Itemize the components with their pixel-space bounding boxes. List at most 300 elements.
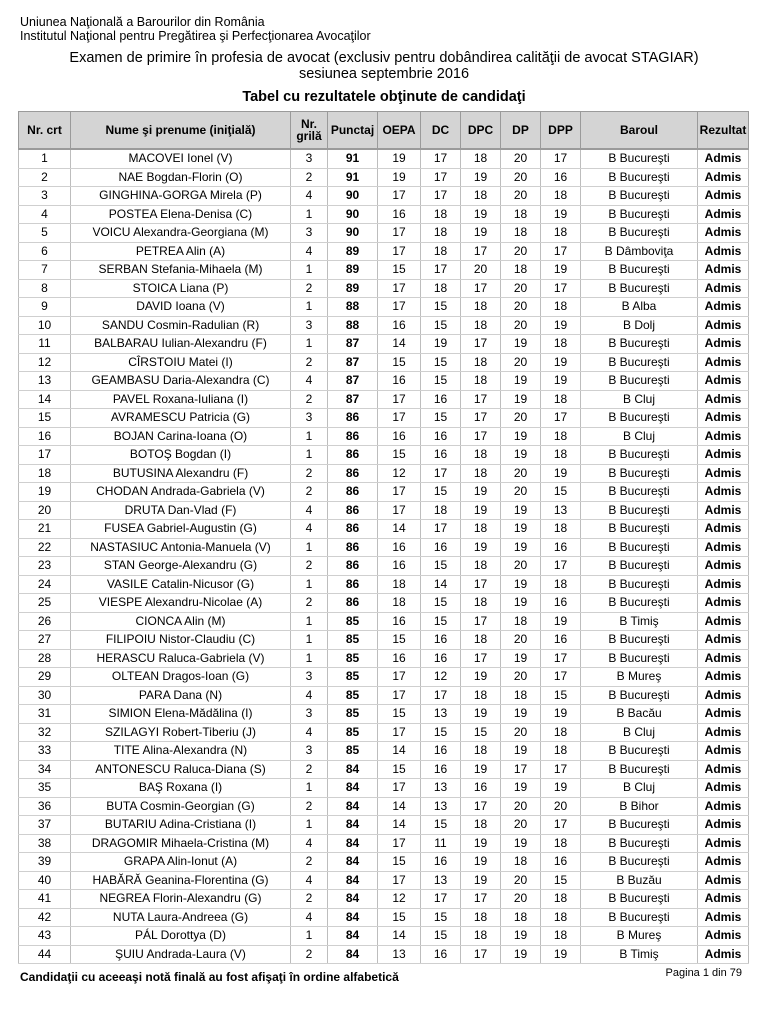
table-cell: 85 [328,742,378,761]
table-cell: 16 [378,612,421,631]
table-cell: 17 [541,760,581,779]
table-cell: 16 [421,945,461,964]
table-cell: Admis [698,168,749,187]
table-cell: GINGHINA-GORGA Mirela (P) [71,187,291,206]
table-cell: 14 [378,797,421,816]
table-cell: 19 [501,575,541,594]
table-cell: Admis [698,538,749,557]
table-cell: 17 [541,557,581,576]
table-row [19,409,749,428]
table-cell: 18 [541,575,581,594]
table-cell: 15 [541,871,581,890]
table-cell: 1 [291,649,328,668]
table-cell: 86 [328,538,378,557]
table-cell: 16 [378,372,421,391]
table-cell: 18 [461,187,501,206]
table-cell: 11 [19,335,71,354]
table-row [19,261,749,280]
table-cell: 16 [378,205,421,224]
table-row [19,816,749,835]
table-cell: 17 [378,187,421,206]
table-cell: 17 [378,779,421,798]
table-cell: Admis [698,594,749,613]
table-cell: 17 [461,409,501,428]
table-cell: 2 [291,797,328,816]
table-cell: 19 [501,538,541,557]
table-cell: 20 [501,298,541,317]
table-row [19,501,749,520]
table-cell: B Mureş [581,927,698,946]
page-number: Pagina 1 din 79 [665,967,742,979]
table-cell: 19 [461,705,501,724]
table-cell: 16 [378,538,421,557]
table-cell: 14 [19,390,71,409]
table-cell: B Bucureşti [581,594,698,613]
table-cell: 7 [19,261,71,280]
table-cell: 18 [19,464,71,483]
table-cell: 17 [378,409,421,428]
table-cell: 38 [19,834,71,853]
table-row [19,316,749,335]
table-cell: 3 [291,668,328,687]
table-cell: 19 [501,927,541,946]
table-cell: Admis [698,927,749,946]
table-cell: 2 [291,890,328,909]
table-cell: 17 [378,668,421,687]
table-cell: 18 [378,594,421,613]
table-cell: B Bucureşti [581,538,698,557]
table-cell: 19 [501,501,541,520]
table-cell: SANDU Cosmin-Radulian (R) [71,316,291,335]
table-cell: 2 [291,557,328,576]
table-cell: B Dolj [581,316,698,335]
table-cell: 15 [421,316,461,335]
table-cell: B Bucureşti [581,168,698,187]
table-cell: 16 [378,649,421,668]
table-cell: 15 [378,853,421,872]
table-cell: 17 [461,890,501,909]
table-cell: Admis [698,779,749,798]
table-cell: 15 [378,261,421,280]
table-cell: B Cluj [581,723,698,742]
table-cell: 19 [461,853,501,872]
table-body [19,149,749,964]
table-cell: B Bucureşti [581,686,698,705]
table-cell: 87 [328,372,378,391]
table-cell: 12 [19,353,71,372]
table-cell: PAVEL Roxana-Iuliana (I) [71,390,291,409]
table-row [19,483,749,502]
table-cell: Admis [698,261,749,280]
table-cell: B Bucureşti [581,409,698,428]
table-cell: 15 [421,353,461,372]
table-cell: BAŞ Roxana (I) [71,779,291,798]
table-cell: 18 [461,742,501,761]
table-cell: NAE Bogdan-Florin (O) [71,168,291,187]
table-cell: 20 [541,797,581,816]
table-cell: B Timiş [581,945,698,964]
table-cell: B Bucureşti [581,279,698,298]
table-cell: Admis [698,816,749,835]
table-cell: B Bucureşti [581,187,698,206]
column-header: Nr. crt [19,112,71,150]
table-cell: B Cluj [581,390,698,409]
table-cell: 86 [328,409,378,428]
table-row [19,742,749,761]
table-cell: 15 [541,483,581,502]
table-cell: Admis [698,316,749,335]
table-cell: 17 [378,279,421,298]
table-row [19,427,749,446]
table-row [19,520,749,539]
table-cell: 19 [541,464,581,483]
table-cell: 23 [19,557,71,576]
column-header: Nr. grilă [291,112,328,150]
table-cell: 33 [19,742,71,761]
table-cell: 19 [461,668,501,687]
table-row [19,538,749,557]
table-cell: 84 [328,816,378,835]
table-cell: Admis [698,520,749,539]
table-cell: 17 [421,149,461,168]
table-cell: 20 [501,557,541,576]
table-cell: 2 [291,279,328,298]
column-header: DP [501,112,541,150]
table-cell: 1 [291,631,328,650]
table-cell: B Bucureşti [581,261,698,280]
table-cell: 20 [461,261,501,280]
table-cell: 90 [328,224,378,243]
table-cell: 19 [501,427,541,446]
table-cell: VASILE Catalin-Nicusor (G) [71,575,291,594]
table-cell: 18 [541,834,581,853]
table-cell: 18 [461,557,501,576]
table-cell: 86 [328,520,378,539]
table-cell: B Bucureşti [581,853,698,872]
table-cell: B Bucureşti [581,649,698,668]
table-cell: 20 [501,353,541,372]
table-row [19,298,749,317]
table-cell: PETREA Alin (A) [71,242,291,261]
table-header-row [19,112,749,150]
table-row [19,760,749,779]
table-row [19,723,749,742]
table-cell: B Bucureşti [581,149,698,168]
column-header: Baroul [581,112,698,150]
table-cell: Admis [698,242,749,261]
table-cell: 17 [421,464,461,483]
table-cell: VIESPE Alexandru-Nicolae (A) [71,594,291,613]
table-cell: B Bucureşti [581,205,698,224]
table-cell: 10 [19,316,71,335]
table-cell: 86 [328,464,378,483]
table-cell: 36 [19,797,71,816]
table-cell: B Bucureşti [581,464,698,483]
table-row [19,797,749,816]
table-cell: 15 [378,446,421,465]
table-cell: 15 [421,927,461,946]
table-cell: 17 [378,390,421,409]
table-cell: GEAMBASU Daria-Alexandra (C) [71,372,291,391]
table-cell: 39 [19,853,71,872]
table-cell: 18 [541,520,581,539]
exam-title: Examen de primire în profesia de avocat (exclusiv pentru dobândirea calităţii de avocat STAGIAR) [69,50,699,66]
table-cell: NASTASIUC Antonia-Manuela (V) [71,538,291,557]
table-cell: 19 [501,742,541,761]
table-cell: Admis [698,557,749,576]
table-cell: 18 [541,224,581,243]
table-cell: 84 [328,797,378,816]
table-cell: 20 [501,723,541,742]
table-cell: 86 [328,575,378,594]
table-cell: 18 [501,612,541,631]
table-row [19,205,749,224]
table-cell: 20 [19,501,71,520]
table-cell: 4 [291,686,328,705]
table-cell: 84 [328,834,378,853]
table-cell: 85 [328,668,378,687]
table-cell: 87 [328,390,378,409]
table-cell: 19 [541,205,581,224]
table-row [19,464,749,483]
table-cell: Admis [698,483,749,502]
table-cell: 4 [291,187,328,206]
table-cell: 17 [421,520,461,539]
table-cell: PÁL Dorottya (D) [71,927,291,946]
table-cell: 90 [328,187,378,206]
table-cell: B Buzău [581,871,698,890]
table-cell: Admis [698,649,749,668]
table-cell: 84 [328,927,378,946]
table-cell: 18 [461,520,501,539]
table-cell: 1 [291,538,328,557]
table-cell: B Bucureşti [581,520,698,539]
table-row [19,779,749,798]
table-cell: DRUTA Dan-Vlad (F) [71,501,291,520]
table-cell: 19 [461,871,501,890]
table-cell: Admis [698,705,749,724]
table-cell: 16 [19,427,71,446]
table-cell: 87 [328,335,378,354]
table-cell: 86 [328,483,378,502]
table-cell: 16 [541,631,581,650]
table-cell: 17 [541,649,581,668]
table-cell: OLTEAN Dragos-Ioan (G) [71,668,291,687]
table-cell: Admis [698,298,749,317]
table-cell: 17 [461,279,501,298]
table-cell: Admis [698,871,749,890]
table-cell: Admis [698,224,749,243]
table-cell: 18 [461,631,501,650]
table-cell: Admis [698,945,749,964]
table-cell: 17 [461,945,501,964]
table-cell: 15 [461,723,501,742]
table-cell: 4 [291,501,328,520]
table-cell: B Bucureşti [581,834,698,853]
table-cell: 29 [19,668,71,687]
table-cell: Admis [698,890,749,909]
table-cell: 19 [501,779,541,798]
table-row [19,834,749,853]
table-cell: 2 [291,483,328,502]
table-cell: 2 [291,945,328,964]
table-cell: BUTARIU Adina-Cristiana (I) [71,816,291,835]
table-cell: 18 [461,316,501,335]
table-cell: 18 [501,686,541,705]
table-cell: CÎRSTOIU Matei (I) [71,353,291,372]
table-cell: B Bucureşti [581,483,698,502]
table-cell: 15 [378,908,421,927]
table-cell: CHODAN Andrada-Gabriela (V) [71,483,291,502]
table-cell: 85 [328,686,378,705]
table-cell: 14 [421,575,461,594]
table-cell: 19 [501,446,541,465]
table-cell: 19 [501,649,541,668]
table-cell: 89 [328,242,378,261]
table-cell: 85 [328,612,378,631]
table-cell: 5 [19,224,71,243]
table-cell: 18 [541,446,581,465]
table-cell: 15 [421,483,461,502]
table-cell: BALBARAU Iulian-Alexandru (F) [71,335,291,354]
table-cell: 17 [461,427,501,446]
table-cell: 19 [461,834,501,853]
table-cell: Admis [698,686,749,705]
table-cell: 16 [378,557,421,576]
table-cell: 91 [328,168,378,187]
table-cell: 17 [461,797,501,816]
table-cell: 1 [291,816,328,835]
table-cell: Admis [698,631,749,650]
table-cell: 16 [541,538,581,557]
table-cell: Admis [698,501,749,520]
table-cell: 20 [501,631,541,650]
table-cell: Admis [698,575,749,594]
table-cell: 20 [501,890,541,909]
table-cell: 2 [291,760,328,779]
table-cell: 16 [461,779,501,798]
table-cell: 4 [291,871,328,890]
table-cell: 85 [328,649,378,668]
table-cell: BUTUSINA Alexandru (F) [71,464,291,483]
table-cell: B Bucureşti [581,760,698,779]
table-cell: B Bucureşti [581,335,698,354]
table-cell: 84 [328,871,378,890]
table-cell: 19 [541,779,581,798]
table-cell: 18 [541,927,581,946]
table-cell: 16 [421,853,461,872]
table-cell: 16 [541,594,581,613]
table-cell: B Alba [581,298,698,317]
table-cell: 18 [461,816,501,835]
table-cell: 1 [291,298,328,317]
table-cell: TITE Alina-Alexandra (N) [71,742,291,761]
table-cell: B Dâmboviţa [581,242,698,261]
table-cell: 17 [541,668,581,687]
table-cell: 86 [328,501,378,520]
table-row [19,168,749,187]
table-cell: 15 [421,723,461,742]
table-row [19,668,749,687]
table-cell: B Bucureşti [581,908,698,927]
table-cell: 25 [19,594,71,613]
table-cell: 8 [19,279,71,298]
table-cell: SIMION Elena-Mădălina (I) [71,705,291,724]
table-cell: 86 [328,594,378,613]
table-cell: 89 [328,261,378,280]
table-cell: MACOVEI Ionel (V) [71,149,291,168]
table-cell: 2 [291,390,328,409]
table-cell: 4 [291,372,328,391]
table-cell: 19 [501,372,541,391]
table-cell: 27 [19,631,71,650]
table-cell: 3 [19,187,71,206]
table-cell: 15 [378,760,421,779]
column-header: DPP [541,112,581,150]
table-cell: 19 [541,372,581,391]
table-cell: DRAGOMIR Mihaela-Cristina (M) [71,834,291,853]
table-cell: 18 [461,298,501,317]
table-cell: 19 [501,945,541,964]
table-cell: 84 [328,760,378,779]
table-cell: 19 [378,149,421,168]
table-cell: ŞUIU Andrada-Laura (V) [71,945,291,964]
table-cell: 18 [461,446,501,465]
table-cell: 19 [501,520,541,539]
table-cell: BOTOŞ Bogdan (I) [71,446,291,465]
table-cell: 17 [378,298,421,317]
table-cell: Admis [698,668,749,687]
table-cell: 22 [19,538,71,557]
table-cell: 19 [461,224,501,243]
table-row [19,649,749,668]
table-cell: GRAPA Alin-Ionut (A) [71,853,291,872]
table-cell: 18 [501,261,541,280]
table-cell: 6 [19,242,71,261]
table-cell: 13 [421,871,461,890]
table-cell: 18 [501,224,541,243]
table-cell: 18 [501,205,541,224]
table-cell: 16 [421,631,461,650]
table-cell: 13 [421,705,461,724]
table-cell: 2 [291,464,328,483]
table-cell: PARA Dana (N) [71,686,291,705]
table-cell: 18 [541,742,581,761]
table-cell: Admis [698,797,749,816]
table-cell: 1 [291,927,328,946]
column-header: Rezultat [698,112,749,150]
table-cell: 1 [291,205,328,224]
table-cell: 18 [421,224,461,243]
table-cell: 15 [378,631,421,650]
table-cell: 20 [501,464,541,483]
table-cell: B Cluj [581,427,698,446]
table-row [19,224,749,243]
table-cell: Admis [698,372,749,391]
table-cell: 85 [328,723,378,742]
table-cell: FILIPOIU Nistor-Claudiu (C) [71,631,291,650]
table-cell: 17 [378,483,421,502]
table-cell: 18 [461,927,501,946]
table-cell: 20 [501,316,541,335]
table-cell: B Bucureşti [581,353,698,372]
table-cell: 12 [378,464,421,483]
table-cell: 84 [328,908,378,927]
table-cell: 17 [378,242,421,261]
table-cell: 15 [19,409,71,428]
table-cell: 15 [421,816,461,835]
table-row [19,335,749,354]
